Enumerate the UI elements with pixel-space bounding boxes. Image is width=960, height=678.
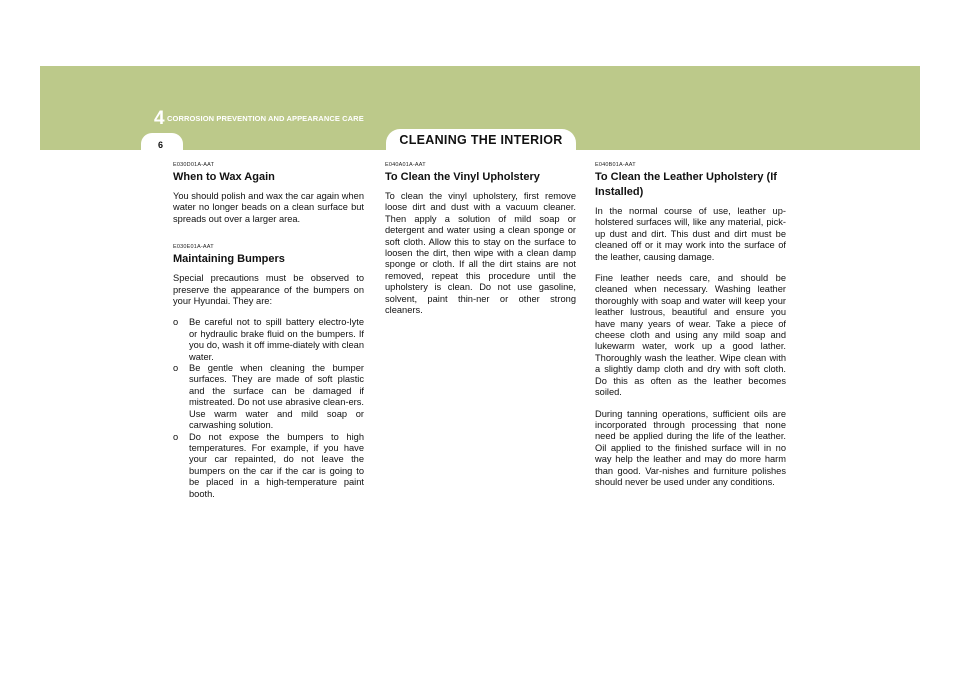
column-left <box>173 162 364 500</box>
bullet-item <box>173 432 364 500</box>
bullet-mark: o <box>173 317 179 328</box>
column-middle <box>385 162 576 326</box>
bullet-mark: o <box>173 431 179 442</box>
bullet-text: Be gentle when cleaning the bumper surfaces. They are made of soft plastic and the surface can be damaged if mistreated. Do not use abrasive clean-ers. Use warm water and mild soap or carwashing solution. <box>189 363 364 431</box>
bullet-item <box>173 317 364 363</box>
paragraph: You should polish and wax the car again when water no longer beads on a clean surface but spreads out over a larger area. <box>173 191 364 224</box>
section-heading: When to Wax Again <box>173 171 275 183</box>
section-title: CLEANING THE INTERIOR <box>399 133 563 147</box>
section-heading: To Clean the Vinyl Upholstery <box>385 171 540 183</box>
bullet-item <box>173 363 364 431</box>
bullet-text: Be careful not to spill battery electro-lyte or hydraulic brake fluid on the bumpers. If you do, wash it off imme-diately with clean water. <box>189 317 364 362</box>
column-right <box>595 162 786 498</box>
section-code: E040B01A-AAT <box>595 162 636 168</box>
section-heading: Maintaining Bumpers <box>173 253 285 266</box>
paragraph: To clean the vinyl upholstery, first remove loose dirt and dust with a vacuum cleaner. Then apply a solution of mild soap or detergent and water using a clean sponge or soft cloth. Allow this to stay on the surface to loosen the dirt, then wipe with a clean damp sponge or cloth. If all the dirt stains are not removed, repeat this procedure until the upholstery is clean. Do not use gasoline, solvent, paint thin-ner or other strong cleaners. <box>385 191 576 316</box>
section-heading: To Clean the Leather Upholstery (If Installed) <box>595 171 777 198</box>
section-code: E040A01A-AAT <box>385 162 426 168</box>
section-code: E030D01A-AAT <box>173 162 215 168</box>
paragraph: During tanning operations, sufficient oils are incorporated through processing that none need be applied during the life of the leather. Oil applied to the finished surface will in no way help the leather and may do more harm than good. Var-nishes and furniture polishes should never be used under any conditions. <box>595 408 786 487</box>
bullet-list <box>173 317 364 500</box>
section-code: E030E01A-AAT <box>173 244 214 251</box>
bullet-mark: o <box>173 363 179 374</box>
paragraph: Fine leather needs care, and should be cleaned when necessary. Washing leather thoroughly with soap and water will keep your leather lustrous, beautiful and ensure you have many years of wear. Take a piece of cheese cloth and using any mild soap and lukewarm water, work up a good lather. Thoroughly wash the leather. Wipe clean with a slightly damp cloth and dry with soft cloth. Do this as often as the leather becomes soiled. <box>595 273 786 398</box>
paragraph: Special precautions must be observed to preserve the appearance of the bumpers on your Hyundai. They are: <box>173 273 364 307</box>
page-number: 6 <box>158 140 164 150</box>
bullet-text: Do not expose the bumpers to high temperatures. For example, if you have your car repainted, do not leave the bumpers on the car if the car is going to be placed in a high-temperature paint booth. <box>189 431 364 499</box>
chapter-title: CORROSION PREVENTION AND APPEARANCE CARE <box>167 114 364 123</box>
chapter-number: 4 <box>154 108 165 129</box>
paragraph: In the normal course of use, leather up-holstered surfaces will, like any material, pick-up dust and dirt. This dust and dirt must be cleaned off or it may work into the surface of the leather, causing damage. <box>595 206 786 262</box>
